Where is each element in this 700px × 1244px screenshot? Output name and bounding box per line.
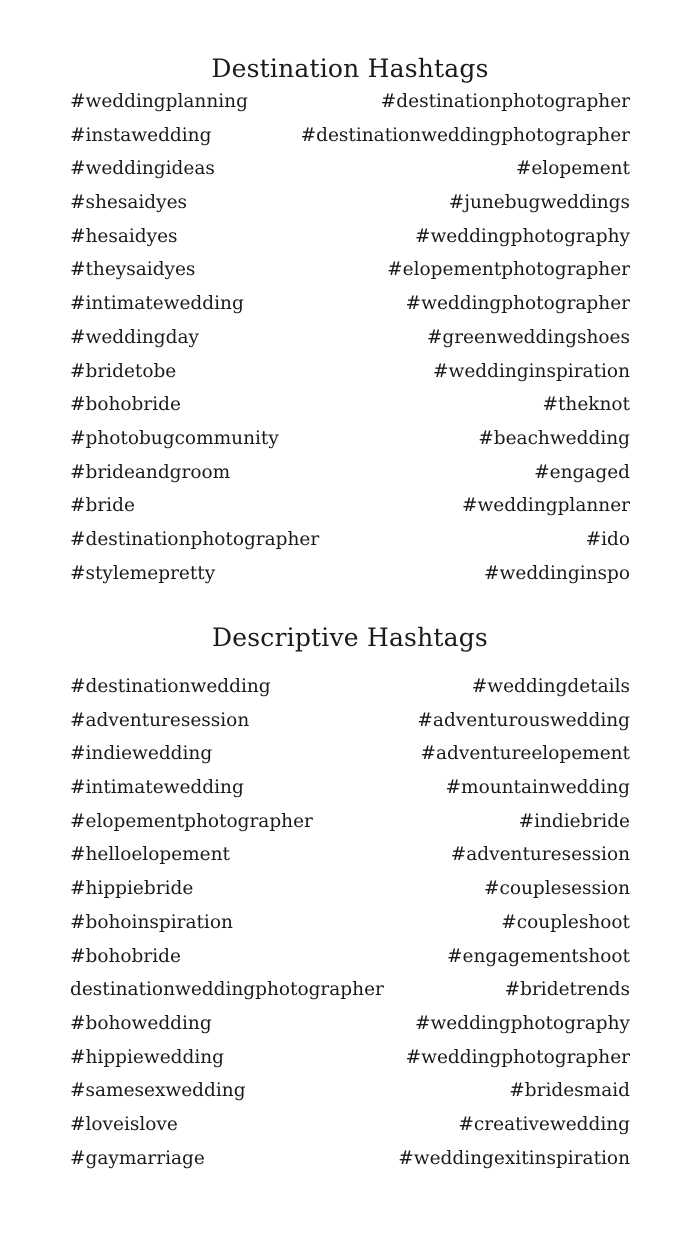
hashtag-right: #engaged xyxy=(534,461,630,483)
hashtag-right: #beachwedding xyxy=(478,427,630,449)
hashtag-row xyxy=(70,186,630,220)
hashtag-row xyxy=(70,838,630,872)
hashtag-right: #couplesession xyxy=(483,878,630,900)
hashtag-right: #weddingdetails xyxy=(471,676,630,697)
hashtag-row xyxy=(70,704,630,738)
hashtag-right: #weddinginspo xyxy=(484,562,630,584)
hashtag-row xyxy=(70,771,630,805)
hashtag-right: #coupleshoot xyxy=(501,911,630,933)
hashtag-row xyxy=(70,456,630,490)
hashtag-left: #instawedding xyxy=(70,124,212,146)
hashtag-list xyxy=(70,85,630,590)
hashtag-row xyxy=(70,906,630,940)
hashtag-row xyxy=(70,557,630,591)
hashtag-left: #weddingplanning xyxy=(70,91,248,112)
hashtag-left: #intimatewedding xyxy=(70,293,244,315)
hashtag-row xyxy=(70,220,630,254)
hashtag-right: #destinationweddingphotographer xyxy=(300,124,630,146)
hashtag-right: #weddingphotographer xyxy=(405,293,630,315)
hashtag-row xyxy=(70,1074,630,1108)
hashtag-row xyxy=(70,85,630,119)
hashtag-left: #brideandgroom xyxy=(70,461,231,483)
hashtag-right: #adventuresession xyxy=(450,844,630,866)
hashtag-left: #theysaidyes xyxy=(70,259,196,281)
hashtag-left: #stylemepretty xyxy=(70,562,216,584)
hashtag-row xyxy=(70,523,630,557)
hashtag-left: #hippiewedding xyxy=(70,1046,225,1068)
hashtag-left: #bridetobe xyxy=(70,360,177,382)
hashtag-row xyxy=(70,119,630,153)
hashtag-left: #bohowedding xyxy=(70,1012,212,1034)
hashtag-right: #greenweddingshoes xyxy=(426,326,630,348)
hashtag-right: #weddingplanner xyxy=(461,495,630,517)
hashtag-right: #weddingphotographer xyxy=(405,1046,630,1068)
hashtag-list xyxy=(70,670,630,1175)
hashtag-left: #shesaidyes xyxy=(70,192,188,214)
hashtag-right: #elopement xyxy=(515,158,630,180)
hashtag-left: #weddingday xyxy=(70,326,199,348)
hashtag-right: #theknot xyxy=(542,394,630,416)
hashtag-left: #loveislove xyxy=(70,1113,178,1135)
hashtag-left: #bohobride xyxy=(70,945,181,967)
hashtag-left: #helloelopement xyxy=(70,844,230,866)
hashtag-left: #indiewedding xyxy=(70,743,213,765)
hashtag-row xyxy=(70,321,630,355)
hashtag-right: #destinationphotographer xyxy=(380,91,630,112)
hashtag-row xyxy=(70,489,630,523)
hashtag-right: #bridetrends xyxy=(504,979,630,1001)
hashtag-row xyxy=(70,940,630,974)
hashtag-row xyxy=(70,737,630,771)
hashtag-row xyxy=(70,287,630,321)
hashtag-left: #gaymarriage xyxy=(70,1147,205,1169)
hashtag-left: #hippiebride xyxy=(70,878,194,900)
hashtag-right: #ido xyxy=(585,528,630,550)
hashtag-row xyxy=(70,388,630,422)
hashtag-left: #destinationwedding xyxy=(70,676,271,697)
hashtag-row xyxy=(70,1108,630,1142)
hashtag-right: #junebugweddings xyxy=(448,192,630,214)
destination-hashtags-section xyxy=(70,51,630,584)
hashtag-row xyxy=(70,1142,630,1176)
hashtag-row xyxy=(70,1007,630,1041)
hashtag-left: #bride xyxy=(70,495,135,517)
hashtag-row xyxy=(70,253,630,287)
hashtag-right: #weddingphotography xyxy=(414,225,630,247)
hashtag-left: #samesexwedding xyxy=(70,1080,246,1102)
hashtag-row xyxy=(70,973,630,1007)
hashtag-right: #adventureelopement xyxy=(420,743,630,765)
hashtag-left: #adventuresession xyxy=(70,709,250,731)
hashtag-left: #destinationphotographer xyxy=(70,528,320,550)
section-title: Descriptive Hashtags xyxy=(212,623,488,652)
hashtag-left: #bohobride xyxy=(70,394,181,416)
hashtag-right: #elopementphotographer xyxy=(387,259,630,281)
hashtag-row xyxy=(70,670,630,704)
hashtag-right: #bridesmaid xyxy=(509,1080,630,1102)
hashtag-right: #adventurouswedding xyxy=(417,709,630,731)
section-title: Destination Hashtags xyxy=(211,54,489,83)
hashtag-right: #weddingphotography xyxy=(414,1012,630,1034)
hashtag-right: #weddingexitinspiration xyxy=(398,1147,630,1169)
hashtag-row xyxy=(70,1041,630,1075)
descriptive-hashtags-section xyxy=(70,620,630,1169)
hashtag-right: #indiebride xyxy=(518,810,630,832)
hashtag-right: #weddinginspiration xyxy=(432,360,630,382)
hashtag-left: #photobugcommunity xyxy=(70,427,279,449)
hashtag-left: #bohoinspiration xyxy=(70,911,233,933)
hashtag-right: #mountainwedding xyxy=(445,777,630,799)
hashtag-left: #intimatewedding xyxy=(70,777,244,799)
hashtag-right: #engagementshoot xyxy=(447,945,630,967)
hashtag-row xyxy=(70,152,630,186)
hashtag-row xyxy=(70,422,630,456)
hashtag-left: #elopementphotographer xyxy=(70,810,313,832)
hashtag-left: destinationweddingphotographer xyxy=(70,979,384,1001)
hashtag-right: #creativewedding xyxy=(458,1113,630,1135)
hashtag-row xyxy=(70,805,630,839)
hashtag-left: #hesaidyes xyxy=(70,225,178,247)
hashtag-left: #weddingideas xyxy=(70,158,215,180)
hashtag-row xyxy=(70,872,630,906)
hashtag-row xyxy=(70,355,630,389)
